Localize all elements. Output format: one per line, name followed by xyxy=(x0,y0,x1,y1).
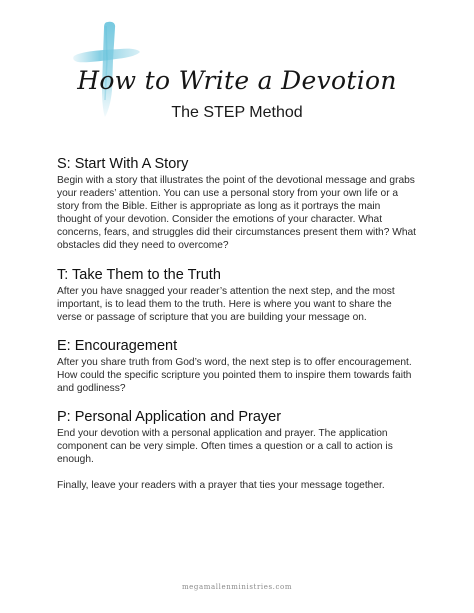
step-method-content xyxy=(57,155,417,506)
section-closing: Finally, leave your readers with a prayer that ties your message together. xyxy=(57,480,385,492)
section-body: After you have snagged your reader’s attention the next step, and the most important, is to lead them to the truth. Here is where you want to share the verse or passage of scripture that you are building your message on. xyxy=(57,285,395,323)
section-body: Begin with a story that illustrates the point of the devotional message and grabs your readers’ attention. You can use a personal story from your own life or a story from the Bible. Either is appropriate as long as it portrays the main thought of your devotion. Consider the emotions of your character. What concerns, fears, and struggles did their circumstances present them with? What obstacles did they need to overcome? xyxy=(57,175,416,252)
section-body: End your devotion with a personal application and prayer. The application component can be very simple. Often times a question or a call to action is enough. xyxy=(57,428,393,466)
page-subtitle: The STEP Method xyxy=(171,104,303,121)
section-heading: S: Start With A Story xyxy=(57,156,189,172)
section-take-them-to-the-truth xyxy=(57,266,417,324)
section-heading: E: Encouragement xyxy=(57,337,178,354)
section-heading: P: Personal Application and Prayer xyxy=(57,409,282,426)
section-body: After you share truth from God’s word, the next step is to offer encouragement. How could the specific scripture you pointed them to inspire them towards faith and godliness? xyxy=(57,356,412,395)
page-title: How to Write a Devotion xyxy=(77,66,397,95)
section-start-with-a-story xyxy=(57,155,417,253)
footer-website: megamallenministries.com xyxy=(181,583,293,591)
section-heading: T: Take Them to the Truth xyxy=(57,266,221,283)
section-encouragement xyxy=(57,337,417,395)
section-personal-application-and-prayer xyxy=(57,408,417,492)
